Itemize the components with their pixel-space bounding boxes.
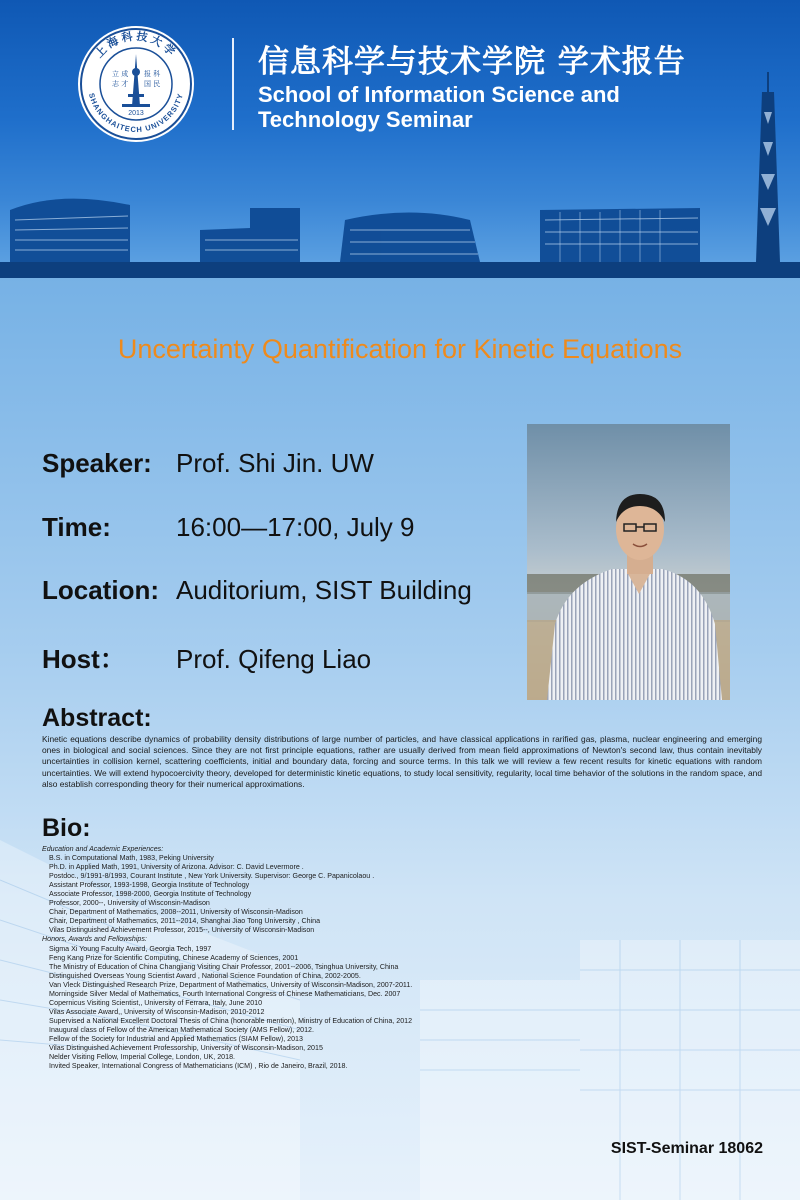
seal-ring-top-text: 上海科技大学 (92, 29, 180, 61)
list-item: Chair, Department of Mathematics, 2008--2011, University of Wisconsin-Madison (49, 908, 303, 917)
list-item: Inaugural class of Fellow of the American Mathematical Society (AMS Fellow), 2012. (49, 1025, 314, 1034)
location-label: Location: (42, 575, 159, 605)
speaker-row (42, 448, 374, 479)
list-item: Postdoc., 9/1991-8/1993, Courant Institute , New York University. Supervisor: George C. Papanicolaou . (49, 872, 375, 881)
list-item: Professor, 2000--, University of Wisconsin-Madison (49, 899, 210, 908)
time-label: Time: (42, 512, 111, 542)
list-item: The Ministry of Education of China Changjiang Visiting Chair Professor, 2001--2006, Tsinghua University, China (49, 962, 399, 971)
motto-4: 国 民 (144, 80, 161, 88)
abstract-heading: Abstract: (42, 704, 152, 732)
host-label: Host： (42, 644, 126, 674)
list-item: Associate Professor, 1998-2000, Georgia Institute of Technology (49, 890, 252, 899)
host-value: Prof. Qifeng Liao (176, 644, 372, 674)
location-value: Auditorium, SIST Building (176, 575, 472, 605)
host-row (42, 639, 371, 676)
seal-year: 2013 (128, 110, 144, 117)
talk-title: Uncertainty Quantification for Kinetic Equations (117, 334, 683, 364)
motto-2: 志 才 (112, 80, 129, 88)
abstract-text: Kinetic equations describe dynamics of probability density distributions of large number of particles, and have classical applications in rarified gas, plasma, nuclear engineering and emerging ones in biological and social sciences. Since they are not first principle equations, rather are usually derived from mean field approximations of Newton's second law, thus contain inevitably uncertainties in collision kernel, scattering coefficients, initial and boundary data, forcing and source terms. In this talk we will review a few recent results for kinetic equations with random uncertainties. We will extend hypocoercivity theory, developed for deterministic kinetic equations, to study local sensitivity, regularity, local time behavior of the solutions in the random space, and also establish corresponding theory for their numerical approximations. (42, 734, 762, 789)
speaker-photo (527, 424, 730, 700)
list-item: Invited Speaker, International Congress of Mathematicians (ICM) , Rio de Janeiro, Brazil, 2018. (49, 1062, 348, 1071)
motto-3: 报 科 (144, 70, 161, 78)
bio-list (42, 845, 602, 1071)
bio-honors-heading: Honors, Awards and Fellowships: (42, 935, 147, 944)
seal-ring-bottom-text: SHANGHAITECH UNIVERSITY (86, 91, 186, 135)
list-item: Morningside Silver Medal of Mathematics, Fourth International Congress of Chinese Mathematicians, Dec. 2007 (49, 989, 401, 998)
list-item: Distinguished Overseas Young Scientist Award , National Science Foundation of China, 2002-2005. (49, 971, 361, 980)
bio-heading: Bio: (42, 814, 91, 842)
seminar-code: SIST-Seminar 18062 (610, 1140, 763, 1157)
location-row (42, 575, 472, 606)
list-item: B.S. in Computational Math, 1983, Peking University (49, 854, 214, 863)
university-seal-logo (76, 24, 196, 144)
motto-1: 立 成 (112, 70, 129, 78)
speaker-value: Prof. Shi Jin. UW (176, 448, 374, 478)
bio-education-heading: Education and Academic Experiences: (42, 845, 164, 853)
list-item: Supervised a National Excellent Doctoral Thesis of China (honorable mention), Ministry of Education of China, 2012 (49, 1016, 413, 1025)
campus-skyline-illustration (0, 150, 800, 278)
speaker-label: Speaker: (42, 448, 152, 478)
header-banner (0, 0, 800, 278)
list-item: Assistant Professor, 1993-1998, Georgia Institute of Technology (49, 881, 250, 890)
list-item: Vilas Distinguished Achievement Professorship, University of Wisconsin-Madison, 2015 (49, 1044, 323, 1053)
list-item: Vilas Associate Award,, University of Wisconsin-Madison, 2010-2012 (49, 1007, 265, 1016)
list-item: Ph.D. in Applied Math, 1991, University of Arizona. Advisor: C. David Levermore . (49, 863, 304, 872)
school-title-chinese: 信息科学与技术学院 学术报告 (258, 44, 686, 80)
tv-tower-illustration (748, 72, 788, 262)
list-item: Sigma Xi Young Faculty Award, Georgia Tech, 1997 (49, 944, 212, 953)
list-item: Nelder Visiting Fellow, Imperial College, London, UK, 2018. (49, 1053, 235, 1062)
school-title-english: School of Information Science and Technology Seminar (258, 82, 620, 132)
time-row (42, 512, 415, 543)
list-item: Feng Kang Prize for Scientific Computing, Chinese Academy of Sciences, 2001 (49, 953, 299, 962)
time-value: 16:00—17:00, July 9 (176, 512, 415, 542)
list-item: Vilas Distinguished Achievement Professor, 2015--, University of Wisconsin-Madison (49, 926, 315, 935)
header-divider (232, 38, 234, 130)
list-item: Copernicus Visiting Scientist,, University of Ferrara, Italy, June 2010 (49, 998, 263, 1007)
list-item: Chair, Department of Mathematics, 2011--2014, Shanghai Jiao Tong University , China (49, 917, 321, 926)
list-item: Van Vleck Distinguished Research Prize, Department of Mathematics, University of Wisconsin-Madison, 2007-2011. (49, 980, 413, 989)
list-item: Fellow of the Society for Industrial and Applied Mathematics (SIAM Fellow), 2013 (49, 1034, 303, 1043)
